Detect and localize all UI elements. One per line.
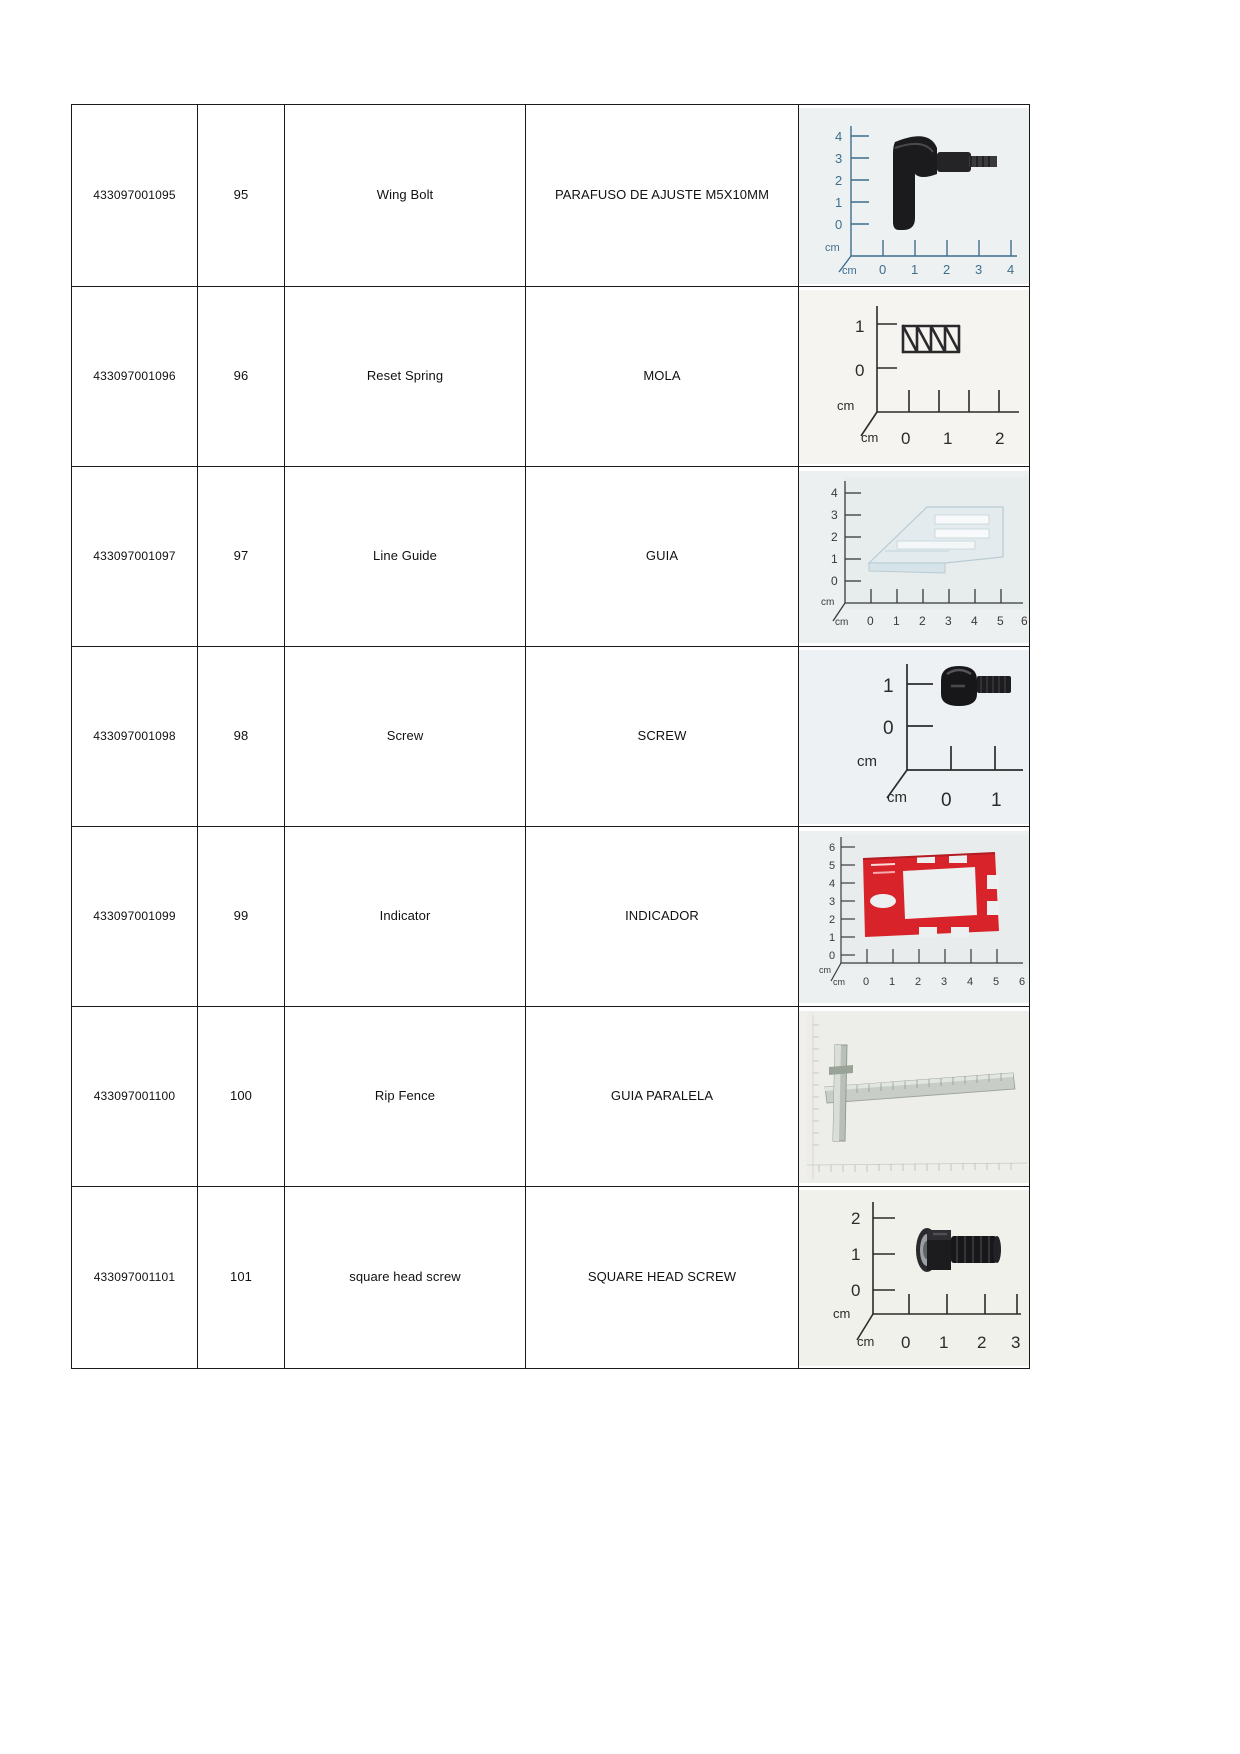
svg-text:2: 2: [919, 613, 926, 628]
cell-name-en: [285, 1187, 526, 1369]
cell-photo: [799, 1187, 1030, 1369]
cell-name-pt: [526, 105, 799, 287]
svg-text:1: 1: [893, 613, 900, 628]
svg-text:2: 2: [835, 172, 843, 188]
part-number-text: 433097001095: [93, 188, 176, 202]
svg-text:cm: cm: [857, 752, 877, 770]
svg-text:2: 2: [829, 913, 836, 926]
cell-name-en: [285, 467, 526, 647]
cell-item-number: [198, 287, 285, 467]
svg-text:cm: cm: [835, 616, 849, 628]
cell-name-en: [285, 827, 526, 1007]
svg-text:0: 0: [879, 261, 887, 277]
cell-name-en: [285, 1007, 526, 1187]
svg-text:cm: cm: [837, 397, 855, 413]
svg-text:1: 1: [831, 551, 838, 566]
svg-text:1: 1: [991, 789, 1002, 811]
cell-name-en: [285, 647, 526, 827]
parts-table-body: [72, 105, 1030, 1369]
svg-text:0: 0: [901, 428, 911, 448]
table-row[interactable]: [72, 105, 1030, 287]
photo-reset-spring: [799, 290, 1029, 464]
svg-text:cm: cm: [819, 964, 831, 975]
cell-name-en: [285, 105, 526, 287]
svg-text:cm: cm: [887, 788, 907, 806]
part-number-text: 433097001098: [93, 729, 176, 743]
svg-text:2: 2: [915, 975, 922, 988]
photo-line-guide: [799, 471, 1029, 643]
photo-indicator: [799, 831, 1029, 1003]
svg-text:1: 1: [911, 261, 919, 277]
svg-text:2: 2: [977, 1332, 987, 1352]
item-number-text: 95: [233, 187, 249, 203]
svg-text:1: 1: [851, 1244, 861, 1264]
parts-table: [71, 104, 1030, 1369]
cell-item-number: [198, 105, 285, 287]
svg-text:4: 4: [831, 485, 838, 500]
name-en-text: Rip Fence: [374, 1088, 436, 1104]
svg-text:cm: cm: [821, 596, 835, 608]
photo-wing-bolt: [799, 108, 1029, 284]
svg-text:3: 3: [829, 895, 836, 908]
photo-screw: [799, 650, 1029, 824]
svg-text:0: 0: [855, 360, 865, 380]
name-pt-text: INDICADOR: [625, 908, 699, 924]
item-number-text: 99: [233, 908, 249, 924]
svg-text:2: 2: [995, 428, 1005, 448]
item-number-text: 100: [230, 1088, 252, 1104]
svg-text:1: 1: [943, 428, 953, 448]
svg-text:3: 3: [1011, 1332, 1021, 1352]
svg-text:0: 0: [901, 1332, 911, 1352]
name-pt-text: SQUARE HEAD SCREW: [587, 1269, 737, 1285]
svg-text:0: 0: [883, 717, 894, 739]
svg-text:1: 1: [855, 316, 865, 336]
svg-text:1: 1: [835, 194, 843, 210]
part-number-text: 433097001100: [93, 1089, 176, 1103]
name-en-text: Screw: [386, 728, 424, 744]
cell-item-number: [198, 647, 285, 827]
svg-text:4: 4: [829, 877, 836, 890]
svg-text:4: 4: [967, 975, 974, 988]
table-row[interactable]: [72, 1007, 1030, 1187]
svg-text:6: 6: [1021, 613, 1028, 628]
svg-text:3: 3: [831, 507, 838, 522]
cell-part-number: [72, 1007, 198, 1187]
cell-photo: [799, 287, 1030, 467]
item-number-text: 96: [233, 368, 249, 384]
table-row[interactable]: [72, 1187, 1030, 1369]
svg-text:3: 3: [975, 261, 983, 277]
svg-text:0: 0: [831, 573, 838, 588]
name-pt-text: GUIA: [645, 548, 679, 564]
cell-part-number: [72, 647, 198, 827]
cell-photo: [799, 647, 1030, 827]
cell-photo: [799, 467, 1030, 647]
cell-photo: [799, 1007, 1030, 1187]
cell-name-pt: [526, 827, 799, 1007]
svg-text:4: 4: [1007, 261, 1015, 277]
svg-text:0: 0: [941, 789, 952, 811]
cell-part-number: [72, 827, 198, 1007]
svg-text:6: 6: [829, 841, 836, 854]
cell-part-number: [72, 287, 198, 467]
svg-text:2: 2: [831, 529, 838, 544]
cell-part-number: [72, 105, 198, 287]
svg-text:3: 3: [945, 613, 952, 628]
part-number-text: 433097001101: [93, 1270, 176, 1284]
svg-text:cm: cm: [857, 1333, 875, 1349]
part-number-text: 433097001096: [93, 369, 176, 383]
cell-name-pt: [526, 287, 799, 467]
part-number-text: 433097001099: [93, 909, 176, 923]
name-en-text: Wing Bolt: [376, 187, 434, 203]
svg-text:0: 0: [863, 975, 870, 988]
svg-text:1: 1: [883, 675, 894, 697]
svg-text:cm: cm: [833, 976, 845, 987]
svg-text:0: 0: [867, 613, 874, 628]
svg-text:3: 3: [941, 975, 948, 988]
table-row[interactable]: [72, 647, 1030, 827]
cell-photo: [799, 827, 1030, 1007]
name-pt-text: MOLA: [643, 368, 681, 384]
cell-part-number: [72, 1187, 198, 1369]
table-row[interactable]: [72, 287, 1030, 467]
cell-name-pt: [526, 1007, 799, 1187]
svg-text:5: 5: [993, 975, 1000, 988]
name-en-text: square head screw: [349, 1269, 461, 1285]
cell-item-number: [198, 1007, 285, 1187]
svg-text:5: 5: [997, 613, 1004, 628]
name-en-text: Indicator: [379, 908, 431, 924]
name-en-text: Reset Spring: [366, 368, 444, 384]
cell-name-pt: [526, 1187, 799, 1369]
item-number-text: 97: [233, 548, 249, 564]
svg-text:1: 1: [939, 1332, 949, 1352]
cell-part-number: [72, 467, 198, 647]
photo-rip-fence: [799, 1011, 1029, 1183]
cell-name-pt: [526, 467, 799, 647]
svg-text:6: 6: [1019, 975, 1026, 988]
item-number-text: 98: [233, 728, 249, 744]
svg-text:1: 1: [889, 975, 896, 988]
cell-item-number: [198, 1187, 285, 1369]
svg-text:0: 0: [835, 216, 843, 232]
svg-text:2: 2: [851, 1208, 861, 1228]
svg-text:1: 1: [829, 931, 836, 944]
name-pt-text: GUIA PARALELA: [610, 1088, 714, 1104]
cell-name-en: [285, 287, 526, 467]
table-row[interactable]: [72, 827, 1030, 1007]
part-number-text: 433097001097: [93, 549, 176, 563]
svg-text:cm: cm: [833, 1305, 851, 1321]
item-number-text: 101: [230, 1269, 252, 1285]
cell-item-number: [198, 467, 285, 647]
cell-photo: [799, 105, 1030, 287]
svg-text:4: 4: [971, 613, 978, 628]
cell-item-number: [198, 827, 285, 1007]
svg-text:2: 2: [943, 261, 951, 277]
name-pt-text: PARAFUSO DE AJUSTE M5X10MM: [554, 187, 769, 203]
svg-text:cm: cm: [861, 429, 879, 445]
svg-text:0: 0: [829, 949, 836, 962]
svg-text:0: 0: [851, 1280, 861, 1300]
svg-text:cm: cm: [842, 264, 857, 277]
name-pt-text: SCREW: [637, 728, 687, 744]
name-en-text: Line Guide: [373, 548, 437, 564]
cell-name-pt: [526, 647, 799, 827]
svg-text:4: 4: [835, 128, 843, 144]
svg-text:3: 3: [835, 150, 843, 166]
svg-text:5: 5: [829, 859, 836, 872]
photo-square-head-screw: [799, 1190, 1029, 1366]
table-row[interactable]: [72, 467, 1030, 647]
svg-text:cm: cm: [825, 241, 840, 254]
